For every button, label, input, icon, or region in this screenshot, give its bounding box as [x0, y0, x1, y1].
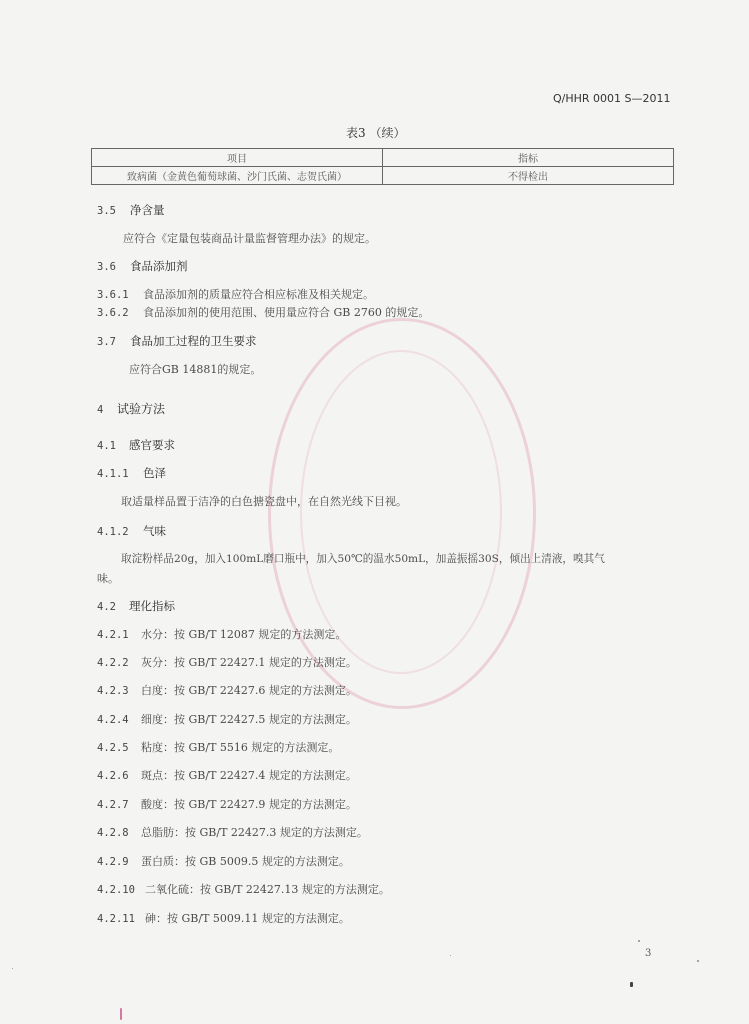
- table-cell-indicator: 不得检出: [383, 167, 674, 185]
- clause: 4.2.10 二氧化硫：按 GB/T 22427.13 规定的方法测定。: [97, 883, 390, 896]
- clause: 4.2.4 细度：按 GB/T 22427.5 规定的方法测定。: [97, 713, 357, 726]
- paragraph-continuation: 味。: [97, 572, 119, 585]
- scan-speck: [630, 982, 633, 987]
- clause: 4.2.7 酸度：按 GB/T 22427.9 规定的方法测定。: [97, 798, 357, 811]
- section-heading: 4.1 感官要求: [97, 438, 175, 452]
- paragraph: 应符合《定量包装商品计量监督管理办法》的规定。: [123, 232, 376, 245]
- paragraph: 取适量样品置于洁净的白色搪瓷盘中，在自然光线下目视。: [121, 495, 407, 508]
- chapter-heading: 4 试验方法: [97, 402, 166, 416]
- paragraph: 取淀粉样品20g，加入100mL磨口瓶中，加入50℃的温水50mL，加盖振摇30S，倾出上清液，嗅其气: [121, 553, 605, 565]
- clause: 4.2.1 水分：按 GB/T 12087 规定的方法测定。: [97, 628, 347, 641]
- scan-speck: [638, 940, 640, 942]
- clause: 4.2.3 白度：按 GB/T 22427.6 规定的方法测定。: [97, 684, 357, 697]
- clause: 4.2.9 蛋白质：按 GB 5009.5 规定的方法测定。: [97, 855, 350, 868]
- table-cell-item: 致病菌（金黄色葡萄球菌、沙门氏菌、志贺氏菌）: [92, 167, 383, 185]
- clause: 4.2.5 粘度：按 GB/T 5516 规定的方法测定。: [97, 741, 340, 754]
- table-header-row: [92, 149, 674, 167]
- scan-speck: [697, 960, 699, 962]
- section-heading: 3.5 净含量: [97, 203, 165, 217]
- clause: 3.6.1 食品添加剂的质量应符合相应标准及相关规定。: [97, 288, 374, 301]
- section-heading: 4.2 理化指标: [97, 599, 175, 613]
- table-row: [92, 167, 674, 185]
- scan-speck: [450, 955, 451, 956]
- clause: 4.2.8 总脂肪：按 GB/T 22427.3 规定的方法测定。: [97, 826, 368, 839]
- clause: 3.6.2 食品添加剂的使用范围、使用量应符合 GB 2760 的规定。: [97, 306, 430, 319]
- section-heading: 3.6 食品添加剂: [97, 259, 188, 273]
- paragraph: 应符合GB 14881的规定。: [129, 363, 262, 376]
- scan-speck: [120, 1008, 122, 1020]
- clause: 4.2.2 灰分：按 GB/T 22427.1 规定的方法测定。: [97, 656, 357, 669]
- spec-table: [91, 148, 674, 185]
- clause: 4.2.11 砷：按 GB/T 5009.11 规定的方法测定。: [97, 912, 350, 925]
- table-header-indicator: 指标: [383, 149, 674, 167]
- scan-speck: [12, 968, 13, 969]
- table-caption: 表3 （续）: [346, 126, 406, 140]
- clause: 4.2.6 斑点：按 GB/T 22427.4 规定的方法测定。: [97, 769, 357, 782]
- subsection-heading: 4.1.2 气味: [97, 524, 166, 538]
- subsection-heading: 4.1.1 色泽: [97, 466, 166, 480]
- section-heading: 3.7 食品加工过程的卫生要求: [97, 334, 257, 348]
- document-code: Q/HHR 0001 S—2011: [553, 92, 671, 105]
- table-header-item: 项目: [92, 149, 383, 167]
- page-number: 3: [645, 948, 652, 959]
